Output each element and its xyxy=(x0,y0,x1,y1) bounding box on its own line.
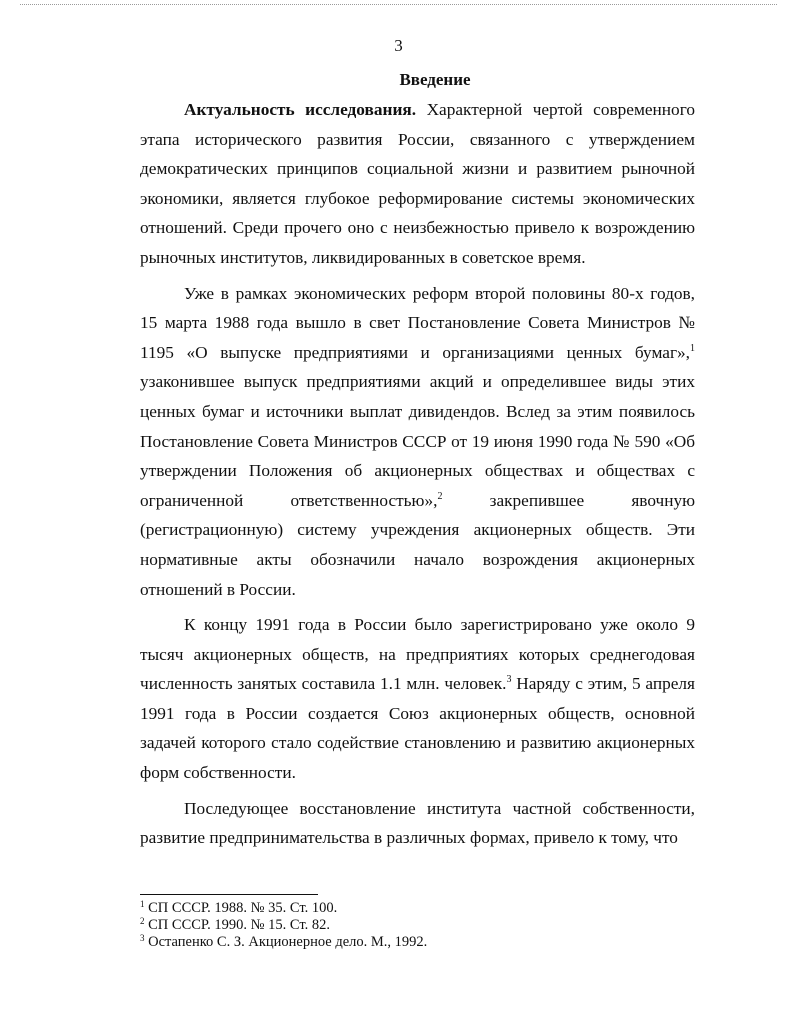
scan-edge-line xyxy=(20,4,777,5)
paragraph-text: Последующее восстановление института частной собственности, развитие предпринимательства в различных формах, привело к тому, что xyxy=(140,798,695,848)
paragraph-text: закрепившее явочную (регистрационную) систему учреждения акционерных обществ. Эти нормативные акты обозначили начало возрождения акционерных отношений в России. xyxy=(140,490,695,599)
footnote-text: СП СССР. 1990. № 15. Ст. 82. xyxy=(144,917,330,933)
footnote-ref[interactable]: 2 xyxy=(437,490,443,502)
paragraph-text: Характерной чертой современного этапа исторического развития России, связанного с утверждением демократических принципов социальной жизни и развитием рыночной экономики, является глубокое реформирование системы экономических отношений. Среди прочего оно с неизбежностью привело к возрождению рыночных институтов, ликвидированных в советское время. xyxy=(140,100,695,267)
footnote-mark: 3 xyxy=(140,933,145,943)
paragraph-continuation xyxy=(140,794,695,853)
paragraph-relevance xyxy=(140,95,695,273)
footnote-mark: 1 xyxy=(140,899,145,909)
paragraph-text: узаконившее выпуск предприятиями акций и определившее виды этих ценных бумаг и источники выплат дивидендов. Вслед за этим появилось Постановление Совета Министров СССР от 19 июня 1990 года № 590 «Об утверждении Положения об акционерных обществах и обществах с ограниченной ответственностью», xyxy=(140,372,695,510)
footnote-item xyxy=(140,917,695,934)
footnote-mark: 2 xyxy=(140,916,145,926)
section-heading: Введение xyxy=(399,70,471,89)
paragraph-reforms xyxy=(140,279,695,605)
paragraph-text: Наряду с этим, 5 апреля 1991 года в России создается Союз акционерных обществ, основной задачей которого стало содействие становлению и развитию акционерных форм собственности. xyxy=(140,674,695,783)
footnote-ref[interactable]: 1 xyxy=(690,342,695,354)
lead-phrase: Актуальность исследования. xyxy=(184,100,417,119)
footnote-separator xyxy=(140,894,318,895)
footnote-item xyxy=(140,900,695,917)
body-text xyxy=(140,95,695,853)
footnote-item xyxy=(140,934,695,951)
footnote-text: Остапенко С. З. Акционерное дело. М., 1992. xyxy=(144,934,428,950)
footnote-ref[interactable]: 3 xyxy=(506,674,512,686)
footnotes xyxy=(140,900,695,951)
paragraph-text: Уже в рамках экономических реформ второй половины 80-х годов, 15 марта 1988 года вышло в свет Постановление Совета Министров № 1195 «О выпуске предприятиями и организациями ценных бумаг», xyxy=(140,283,695,362)
paragraph-statistics xyxy=(140,610,695,788)
footnote-text: СП СССР. 1988. № 35. Ст. 100. xyxy=(144,900,338,916)
page-number: 3 xyxy=(394,36,403,55)
paragraph-text: К концу 1991 года в России было зарегистрировано уже около 9 тысяч акционерных обществ, на предприятиях которых среднегодовая численность занятых составила 1.1 млн. человек. xyxy=(140,615,695,694)
